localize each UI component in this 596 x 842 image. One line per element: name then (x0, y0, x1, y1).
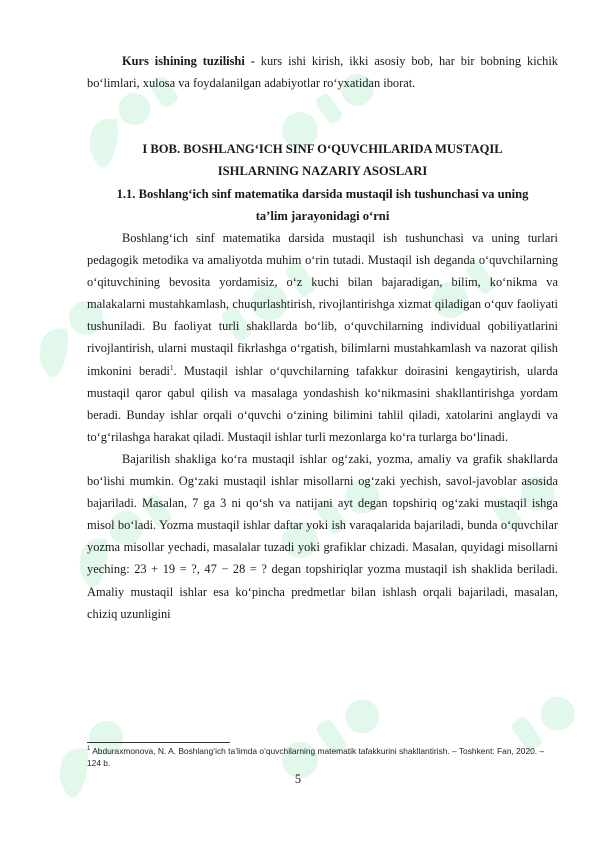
footnote-reference[interactable]: 1 (169, 363, 174, 372)
footnote-mark: 1 (87, 746, 91, 753)
page-number: 5 (294, 772, 302, 786)
intro-text: kurs ishi kirish, ikki asosiy bob, har bir bobning kichik bo‘limlari, xulosa va foydalanilgan adabiyotlar ro‘yxatidan iborat. (87, 54, 558, 91)
footnote-divider (87, 742, 230, 743)
section-title-line-2: ta’lim jarayonidagi o‘rni (255, 208, 390, 223)
spacer (87, 94, 558, 138)
intro-bold-label: Kurs ishining tuzilishi - (122, 54, 255, 68)
page-body (87, 50, 558, 625)
body-paragraph-2: Bajarilish shakliga ko‘ra mustaqil ishlar og‘zaki, yozma, amaliy va grafik shakllarda bo‘lishi mumkin. Og‘zaki mustaqil ishlar misollarni og‘zaki yechish, savol-javoblar asosida bajariladi. Masalan, 7 ga 3 ni qo‘sh va natijani ayt degan topshiriq og‘zaki mustaqil ishga misol bo‘ladi. Yozma mustaqil ishlar daftar yoki ish varaqalarida bajariladi, bunda o‘quvchilar yozma misollar yechadi, masalalar tuzadi yoki grafiklar chizadi. Masalan, quyidagi misollarni yeching: 23 + 19 = ?, 47 − 28 = ? degan topshiriqlar yozma mustaqil ish shaklida beriladi. Amaliy mustaqil ishlar esa ko‘pincha predmetlar bilan ishlash orqali bajariladi, masalan, chiziq uzunligini (87, 451, 558, 621)
paragraph-1-text-cont: . Mustaqil ishlar o‘quvchilarning tafakkur doirasini kengaytirish, ularda mustaqil qaror qabul qilish va masalaga yondashish ko‘nikmasini shakllantirishga yordam beradi. Bunday ishlar orqali o‘quvchi o‘zining bilimini tahlil qiladi, xatolarini anglaydi va to‘g‘rilashga harakat qiladi. Mustaqil ishlar turli mezonlarga ko‘ra turlarga bo‘linadi. (87, 363, 558, 444)
chapter-title-line-2: ISHLARNING NAZARIY ASOSLARI (217, 164, 428, 179)
chapter-title-line-1: I BOB. BOSHLANG‘ICH SINF O‘QUVCHILARIDA MUSTAQIL (142, 142, 503, 157)
paragraph-1-text: Boshlang‘ich sinf matematika darsida mustaqil ish tushunchasi va uning turlari pedagogik metodika va amaliyotda muhim o‘rin tutadi. Mustaqil ish deganda o‘quvchilarning o‘qituvchining bevosita yordamisiz, o‘z kuchi bilan bajaradigan, bilim, ko‘nikma va malakalarni mustahkamlash, chuqurlashtirish, rivojlantirishga xizmat qiladigan o‘quv faoliyati tushuniladi. Bu faoliyat turli shakllarda bo‘lib, o‘quvchilarning individual qobiliyatlarini rivojlantirish, ularni mustaqil fikrlashga o‘rgatish, bilimlarni mustahkamlash va nazorat qilish imkonini beradi (87, 231, 558, 378)
intro-paragraph (87, 50, 558, 94)
footnote (87, 745, 558, 769)
body-paragraph-1 (87, 227, 558, 448)
section-title-line-1: 1.1. Boshlang‘ich sinf matematika darsida mustaqil ish tushunchasi va uning (116, 186, 529, 201)
footnote-text: Abduraxmonova, N. A. Boshlang‘ich ta’limda o‘quvchilarning matematik tafakkurini shakllantirish. – Toshkent: Fan, 2020. – 124 b. (87, 746, 545, 768)
